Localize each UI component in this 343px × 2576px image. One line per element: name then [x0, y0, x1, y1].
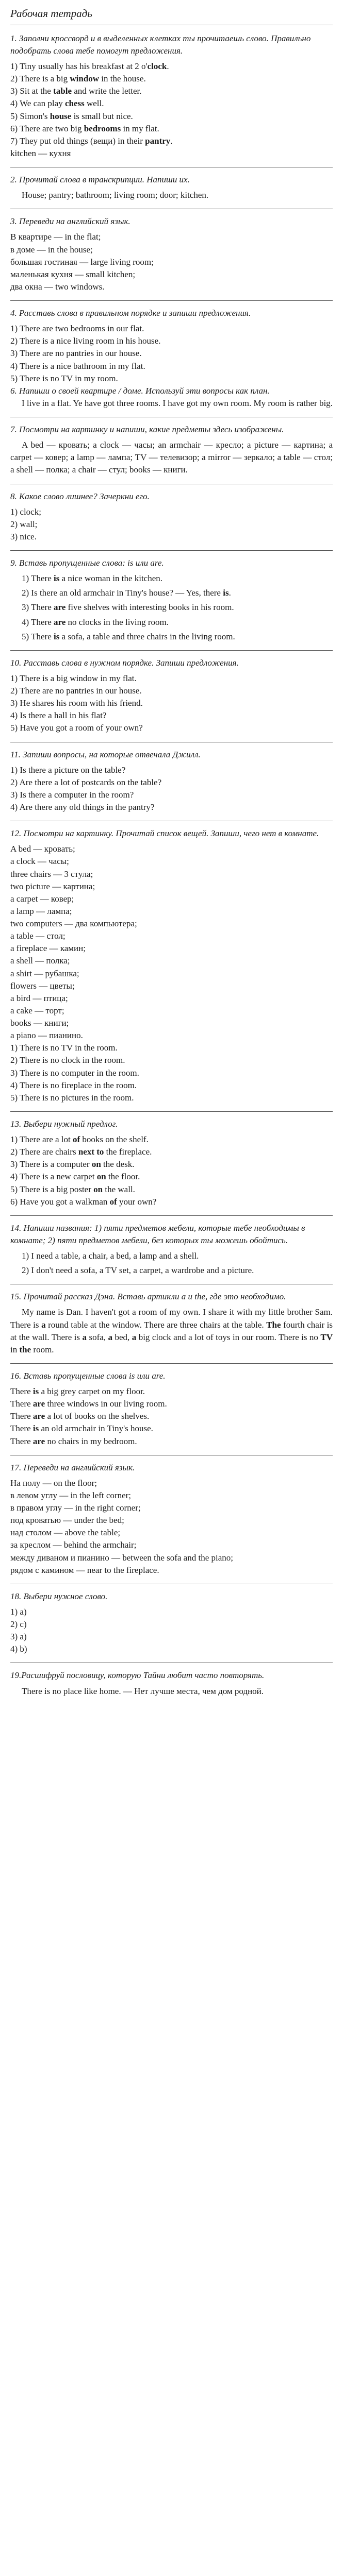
answer-line	[10, 1158, 333, 1171]
answer-line	[10, 685, 333, 697]
text-run: под кроватью — under the bed;	[10, 1515, 124, 1526]
text-run: На полу — on the floor;	[10, 1478, 97, 1488]
text-run: 4) We can play	[10, 98, 65, 109]
text-run: in the house.	[99, 74, 146, 84]
answer-line	[10, 1477, 333, 1489]
answer-line	[10, 1079, 333, 1092]
answer-line	[10, 1410, 333, 1422]
text-run: a cake — торт;	[10, 1005, 64, 1015]
answer-line	[10, 73, 333, 85]
answer-line	[10, 1539, 333, 1551]
answer-line	[10, 968, 333, 980]
exercise-title: 2. Прочитай слова в транскрипции. Напиши их.	[10, 175, 190, 185]
text-run: round table at the window. There are three chairs at the table.	[45, 1319, 267, 1330]
exercise-11	[10, 1118, 333, 1208]
text-run: a sofa, a table and three chairs in the living room.	[59, 631, 235, 641]
text-run: 2) There is a big	[10, 74, 70, 84]
answer-line	[10, 942, 333, 955]
text-run: a lot of books on the shelves.	[45, 1411, 150, 1421]
exercise-6	[10, 490, 333, 544]
text-run: and write the letter.	[72, 86, 142, 96]
answer-line	[10, 1643, 333, 1655]
text-run: 1) There are a lot	[10, 1134, 73, 1145]
answer-word: is	[223, 588, 229, 598]
answer-word: of	[109, 1196, 117, 1207]
answer-line	[10, 372, 333, 385]
text-run: your own?	[117, 1196, 157, 1207]
exercise-17	[10, 1669, 333, 1697]
text-run: a clock — часы;	[10, 856, 69, 867]
exercise-15	[10, 1462, 333, 1577]
answer-word: is	[54, 573, 60, 584]
exercise-list	[10, 32, 333, 1698]
answer-word: on	[96, 1172, 106, 1182]
answer-line	[10, 1422, 333, 1435]
text-run: There	[10, 1411, 33, 1421]
section-divider	[10, 300, 333, 301]
text-run: 6. Напиши о своей квартире / доме. Используй эти вопросы как план.	[10, 385, 270, 396]
answer-line	[10, 147, 333, 160]
answer-line	[10, 385, 333, 397]
exercise-4	[10, 307, 333, 410]
text-run: 6) Have you got a walkman	[10, 1196, 110, 1207]
answer-paragraph	[10, 616, 333, 629]
text-run: 3) There are no pantries in our house.	[10, 348, 142, 359]
exercise-title: 17. Переведи на английский язык.	[10, 1462, 135, 1472]
text-run: in my flat.	[121, 123, 159, 133]
text-run: no clocks in the living room.	[66, 617, 169, 627]
answer-word: TV	[320, 1332, 333, 1342]
text-run: между диваном и пианино — between the sofa and the piano;	[10, 1552, 233, 1563]
section-divider	[10, 1111, 333, 1112]
answer-line	[10, 323, 333, 335]
answer-word: a	[108, 1332, 113, 1342]
text-run: bed,	[112, 1332, 132, 1342]
answer-line	[10, 268, 333, 281]
answer-line	[10, 1042, 333, 1054]
answer-line	[10, 1398, 333, 1410]
text-run: the desk.	[101, 1159, 135, 1170]
text-run: 4) There is a new carpet	[10, 1172, 97, 1182]
answer-word: table	[53, 86, 72, 96]
text-run: 7) They put old things (вещи) in their	[10, 135, 145, 146]
answer-line	[10, 1435, 333, 1448]
answer-line	[10, 1054, 333, 1066]
answer-word: is	[54, 631, 60, 641]
exercise-title: 9. Вставь пропущенные слова: is или are.	[10, 558, 164, 568]
text-run: the floor.	[106, 1172, 140, 1182]
answer-line	[10, 1196, 333, 1208]
text-run: 3) There	[22, 602, 54, 613]
exercise-10	[10, 827, 333, 1104]
answer-word: on	[91, 1159, 101, 1170]
exercise-title: 19.Расшифруй пословицу, которую Тайни любит часто повторять.	[10, 1670, 265, 1681]
answer-line	[10, 1489, 333, 1502]
exercise-13	[10, 1291, 333, 1356]
text-run: two picture — картина;	[10, 881, 95, 891]
answer-line	[10, 1029, 333, 1042]
text-run: 3) a)	[10, 1632, 27, 1642]
exercise-title: 3. Переведи на английский язык.	[10, 216, 130, 227]
text-run: a carpet — ковер;	[10, 893, 74, 904]
answer-paragraph: House; pantry; bathroom; living room; door; kitchen.	[22, 190, 209, 200]
section-divider	[10, 1215, 333, 1216]
text-run: 1) There are two bedrooms in our flat.	[10, 324, 144, 334]
exercise-title: 4. Расставь слова в правильном порядке и запиши предложения.	[10, 308, 251, 318]
answer-line	[10, 843, 333, 855]
answer-line	[10, 135, 333, 147]
text-run: a table — стол;	[10, 931, 66, 941]
answer-line	[10, 531, 333, 543]
answer-word: the	[19, 1344, 31, 1354]
answer-word: a	[41, 1319, 46, 1330]
answer-word: The	[266, 1319, 281, 1330]
answer-line	[10, 1514, 333, 1527]
text-run: в правом углу — in the right corner;	[10, 1503, 141, 1513]
answer-line	[10, 980, 333, 992]
exercise-9	[10, 749, 333, 814]
exercise-title: 11. Запиши вопросы, на которые отвечала Джилл.	[10, 749, 201, 759]
answer-line	[10, 955, 333, 967]
text-run: a shirt — рубашка;	[10, 968, 79, 978]
text-run: the wall.	[103, 1184, 135, 1194]
text-run: 1) Is there a picture on the table?	[10, 765, 126, 775]
text-run: 4) There is no fireplace in the room.	[10, 1080, 137, 1090]
answer-line	[10, 697, 333, 709]
answer-line	[10, 855, 333, 868]
answer-line	[10, 776, 333, 789]
answer-paragraph	[10, 601, 333, 614]
answer-line	[10, 880, 333, 893]
text-run: sofa,	[87, 1332, 108, 1342]
text-run: kitchen — кухня	[10, 148, 71, 158]
section-divider	[10, 650, 333, 651]
answer-paragraph: I live in a flat. Ye have got three rooms. I have got my own room. My room is rather big.	[22, 398, 333, 408]
text-run: 1) There is a big window in my flat.	[10, 673, 137, 683]
text-run: in	[10, 1344, 20, 1354]
text-run: There	[10, 1399, 33, 1409]
text-run: A bed — кровать;	[10, 844, 75, 854]
exercise-16	[10, 1590, 333, 1656]
section-divider	[10, 550, 333, 551]
answer-line	[10, 335, 333, 347]
text-run: .	[228, 588, 231, 598]
text-run: 4) There is a nice bathroom in my flat.	[10, 361, 145, 371]
answer-word: a	[132, 1332, 137, 1342]
answer-line	[10, 918, 333, 930]
text-run: three chairs — 3 стула;	[10, 869, 93, 879]
answer-line	[10, 1552, 333, 1564]
answer-word: bedrooms	[84, 123, 121, 133]
exercise-title: 10. Расставь слова в нужном порядке. Запиши предложения.	[10, 657, 239, 668]
exercise-2	[10, 174, 333, 201]
text-run: 2) c)	[10, 1619, 27, 1630]
answer-line	[10, 1527, 333, 1539]
answer-word: house	[50, 111, 72, 121]
exercise-title: 1. Заполни кроссворд и в выделенных клетках ты прочитаешь слово. Правильно подобрать слова тебе помогут предложения.	[10, 33, 311, 56]
answer-line	[10, 1017, 333, 1029]
text-run: 1) I need a table, a chair, a bed, a lamp and a shell.	[22, 1251, 199, 1261]
answer-line	[10, 1631, 333, 1643]
answer-line	[10, 360, 333, 372]
text-run: 3) nice.	[10, 531, 37, 541]
text-run: books — книги;	[10, 1018, 69, 1028]
answer-line	[10, 1005, 333, 1017]
answer-word: are	[54, 617, 66, 627]
text-run: 2) There is no clock in the room.	[10, 1055, 125, 1065]
answer-line	[10, 789, 333, 801]
text-run: маленькая кухня — small kitchen;	[10, 269, 136, 279]
text-run: над столом — above the table;	[10, 1528, 121, 1538]
exercise-title: 13. Выбери нужный предлог.	[10, 1118, 118, 1129]
answer-paragraph	[10, 572, 333, 585]
answer-word: is	[32, 1423, 39, 1434]
text-run: 2) There are chairs	[10, 1147, 78, 1157]
exercise-title: 18. Выбери нужное слово.	[10, 1591, 108, 1601]
answer-word: is	[32, 1386, 39, 1397]
text-run: 5) There is a big poster	[10, 1184, 94, 1194]
answer-word: of	[72, 1134, 80, 1145]
exercise-title: 16. Вставь пропущенные слова is или are.	[10, 1370, 166, 1381]
text-run: большая гостиная — large living room;	[10, 257, 154, 267]
text-run: two computers — два компьютера;	[10, 919, 137, 929]
answer-paragraph	[10, 1250, 333, 1262]
text-run: .	[170, 135, 173, 146]
text-run: 1) clock;	[10, 506, 41, 517]
answer-line	[10, 506, 333, 518]
answer-line	[10, 801, 333, 814]
text-run: 4) There	[22, 617, 54, 627]
text-run: 5) Simon's	[10, 111, 50, 121]
text-run: 5) There is no pictures in the room.	[10, 1092, 134, 1103]
exercise-12	[10, 1222, 333, 1277]
answer-line	[10, 97, 333, 110]
text-run: books on the shelf.	[80, 1134, 149, 1145]
answer-paragraph	[10, 1306, 333, 1356]
text-run: 2) wall;	[10, 519, 38, 529]
answer-line	[10, 60, 333, 73]
answer-paragraph: A bed — кровать; a clock — часы; an armchair — кресло; a picture — картина; a carpet — ковер; a lamp — лампа; TV — телевизор; a mirror — зеркало; a table — стол; a shell — полка; a chair — стул; books — книги.	[10, 440, 333, 475]
text-run: 4) Is there a hall in his flat?	[10, 710, 107, 721]
answer-line	[10, 1564, 333, 1577]
answer-line	[10, 256, 333, 268]
answer-line	[10, 868, 333, 880]
text-run: 2) There are no pantries in our house.	[10, 686, 142, 696]
text-run: room.	[31, 1344, 54, 1354]
text-run: three windows in our living room.	[45, 1399, 167, 1409]
text-run: 4) b)	[10, 1644, 27, 1654]
answer-word: are	[54, 602, 66, 613]
answer-paragraph	[10, 631, 333, 643]
answer-word: are	[32, 1399, 45, 1409]
text-run: My name is Dan. I haven't got a room of my own. I share it with my little brother Sam. There is	[10, 1307, 333, 1330]
text-run: 1) There is no TV in the room.	[10, 1043, 118, 1053]
answer-word: a	[82, 1332, 87, 1342]
text-run: no chairs in my bedroom.	[45, 1436, 137, 1446]
answer-paragraph	[10, 587, 333, 599]
text-run: .	[167, 61, 169, 72]
text-run: 3) There is a computer	[10, 1159, 92, 1170]
answer-word: are	[32, 1411, 45, 1421]
answer-line	[10, 1502, 333, 1514]
answer-line	[10, 1171, 333, 1183]
text-run: В квартире — in the flat;	[10, 232, 101, 242]
exercise-7	[10, 557, 333, 643]
answer-word: pantry	[145, 135, 171, 146]
text-run: 2) Is there an old armchair in Tiny's house? — Yes, there	[22, 588, 223, 598]
exercise-8	[10, 657, 333, 735]
text-run: fourth chair is at the wall. There is	[10, 1319, 333, 1342]
answer-line	[10, 244, 333, 256]
text-run: an old armchair in Tiny's house.	[39, 1423, 153, 1434]
text-run: 4) Are there any old things in the pantry?	[10, 802, 155, 812]
answer-line	[10, 1183, 333, 1196]
text-run: 1) a)	[10, 1606, 27, 1617]
answer-line	[10, 1092, 333, 1104]
text-run: два окна — two windows.	[10, 281, 105, 292]
text-run: a bird — птица;	[10, 993, 68, 1003]
text-run: a big grey carpet on my floor.	[39, 1386, 145, 1397]
answer-line	[10, 1146, 333, 1158]
answer-word: chess	[64, 98, 85, 109]
exercise-3	[10, 215, 333, 293]
exercise-1	[10, 32, 333, 160]
answer-word: on	[93, 1184, 103, 1194]
text-run: 2) I don't need a sofa, a TV set, a carpet, a wardrobe and a picture.	[22, 1265, 254, 1276]
text-run: five shelves with interesting books in his room.	[66, 602, 234, 613]
answer-line	[10, 110, 333, 123]
text-run: в левом углу — in the left corner;	[10, 1490, 132, 1500]
answer-line	[10, 231, 333, 243]
answer-line	[10, 281, 333, 293]
text-run: is small but nice.	[71, 111, 133, 121]
text-run: There	[10, 1386, 33, 1397]
section-divider	[10, 1363, 333, 1364]
answer-line	[10, 709, 333, 722]
text-run: 3) He shares his room with his friend.	[10, 698, 143, 708]
answer-line	[10, 905, 333, 918]
text-run: 5) There	[22, 631, 54, 641]
text-run: 5) Have you got a room of your own?	[10, 723, 143, 733]
answer-paragraph: There is no place like home. — Нет лучше места, чем дом родной.	[22, 1686, 264, 1696]
answer-line	[10, 672, 333, 685]
exercise-title: 14. Напиши названия: 1) пяти предметов мебели, которые тебе необходимы в комнате; 2) пяти предметов мебели, без которых ты можешь обойтись.	[10, 1223, 305, 1245]
text-run: 3) There is no computer in the room.	[10, 1067, 139, 1078]
answer-line	[10, 764, 333, 776]
answer-line	[10, 1133, 333, 1146]
answer-word: are	[32, 1436, 45, 1446]
text-run: big clock and a lot of toys in our room. There is no	[136, 1332, 321, 1342]
answer-line	[10, 85, 333, 97]
answer-line	[10, 992, 333, 1005]
answer-line	[10, 1606, 333, 1618]
answer-line	[10, 347, 333, 360]
text-run: 6) There are two big	[10, 123, 84, 133]
answer-word: next to	[78, 1147, 104, 1157]
text-run: 3) Is there a computer in the room?	[10, 789, 134, 800]
text-run: 5) There is no TV in my room.	[10, 373, 118, 383]
text-run: There	[10, 1423, 33, 1434]
text-run: 1) Tiny usually has his breakfast at 2 o'	[10, 61, 148, 72]
text-run: a shell — полка;	[10, 956, 70, 966]
answer-line	[10, 1385, 333, 1398]
text-run: flowers — цветы;	[10, 980, 75, 991]
answer-line	[10, 722, 333, 734]
exercise-title: 7. Посмотри на картинку и напиши, какие предметы здесь изображены.	[10, 425, 284, 435]
text-run: There	[10, 1436, 33, 1446]
text-run: a fireplace — камин;	[10, 943, 86, 954]
text-run: 2) There is a nice living room in his house.	[10, 336, 161, 346]
answer-paragraph	[10, 1264, 333, 1277]
text-run: well.	[84, 98, 104, 109]
text-run: a piano — пианино.	[10, 1030, 83, 1041]
answer-line	[10, 123, 333, 135]
answer-line	[10, 1067, 333, 1079]
answer-line	[10, 1618, 333, 1631]
exercise-title: 8. Какое слово лишнее? Зачеркни его.	[10, 491, 150, 501]
exercise-title: 15. Прочитай рассказ Дэна. Вставь артикли a и the, где это необходимо.	[10, 1292, 286, 1302]
text-run: 2) Are there a lot of postcards on the table?	[10, 777, 162, 787]
text-run: за креслом — behind the armchair;	[10, 1540, 137, 1550]
text-run: 3) Sit at the	[10, 86, 54, 96]
answer-line	[10, 893, 333, 905]
text-run: the fireplace.	[104, 1147, 152, 1157]
text-run: в доме — in the house;	[10, 244, 93, 255]
answer-line	[10, 930, 333, 942]
answer-word: window	[70, 74, 100, 84]
text-run: рядом с камином — near to the fireplace.	[10, 1565, 159, 1575]
exercise-14	[10, 1370, 333, 1448]
page-header: Рабочая тетрадь	[10, 7, 92, 20]
exercise-title: 12. Посмотри на картинку. Прочитай список вещей. Запиши, чего нет в комнате.	[10, 828, 319, 839]
text-run: 1) There	[22, 573, 54, 584]
answer-line	[10, 518, 333, 531]
text-run: a nice woman in the kitchen.	[59, 573, 163, 584]
answer-word: clock	[147, 61, 167, 72]
text-run: a lamp — лампа;	[10, 906, 72, 916]
exercise-5	[10, 423, 333, 477]
